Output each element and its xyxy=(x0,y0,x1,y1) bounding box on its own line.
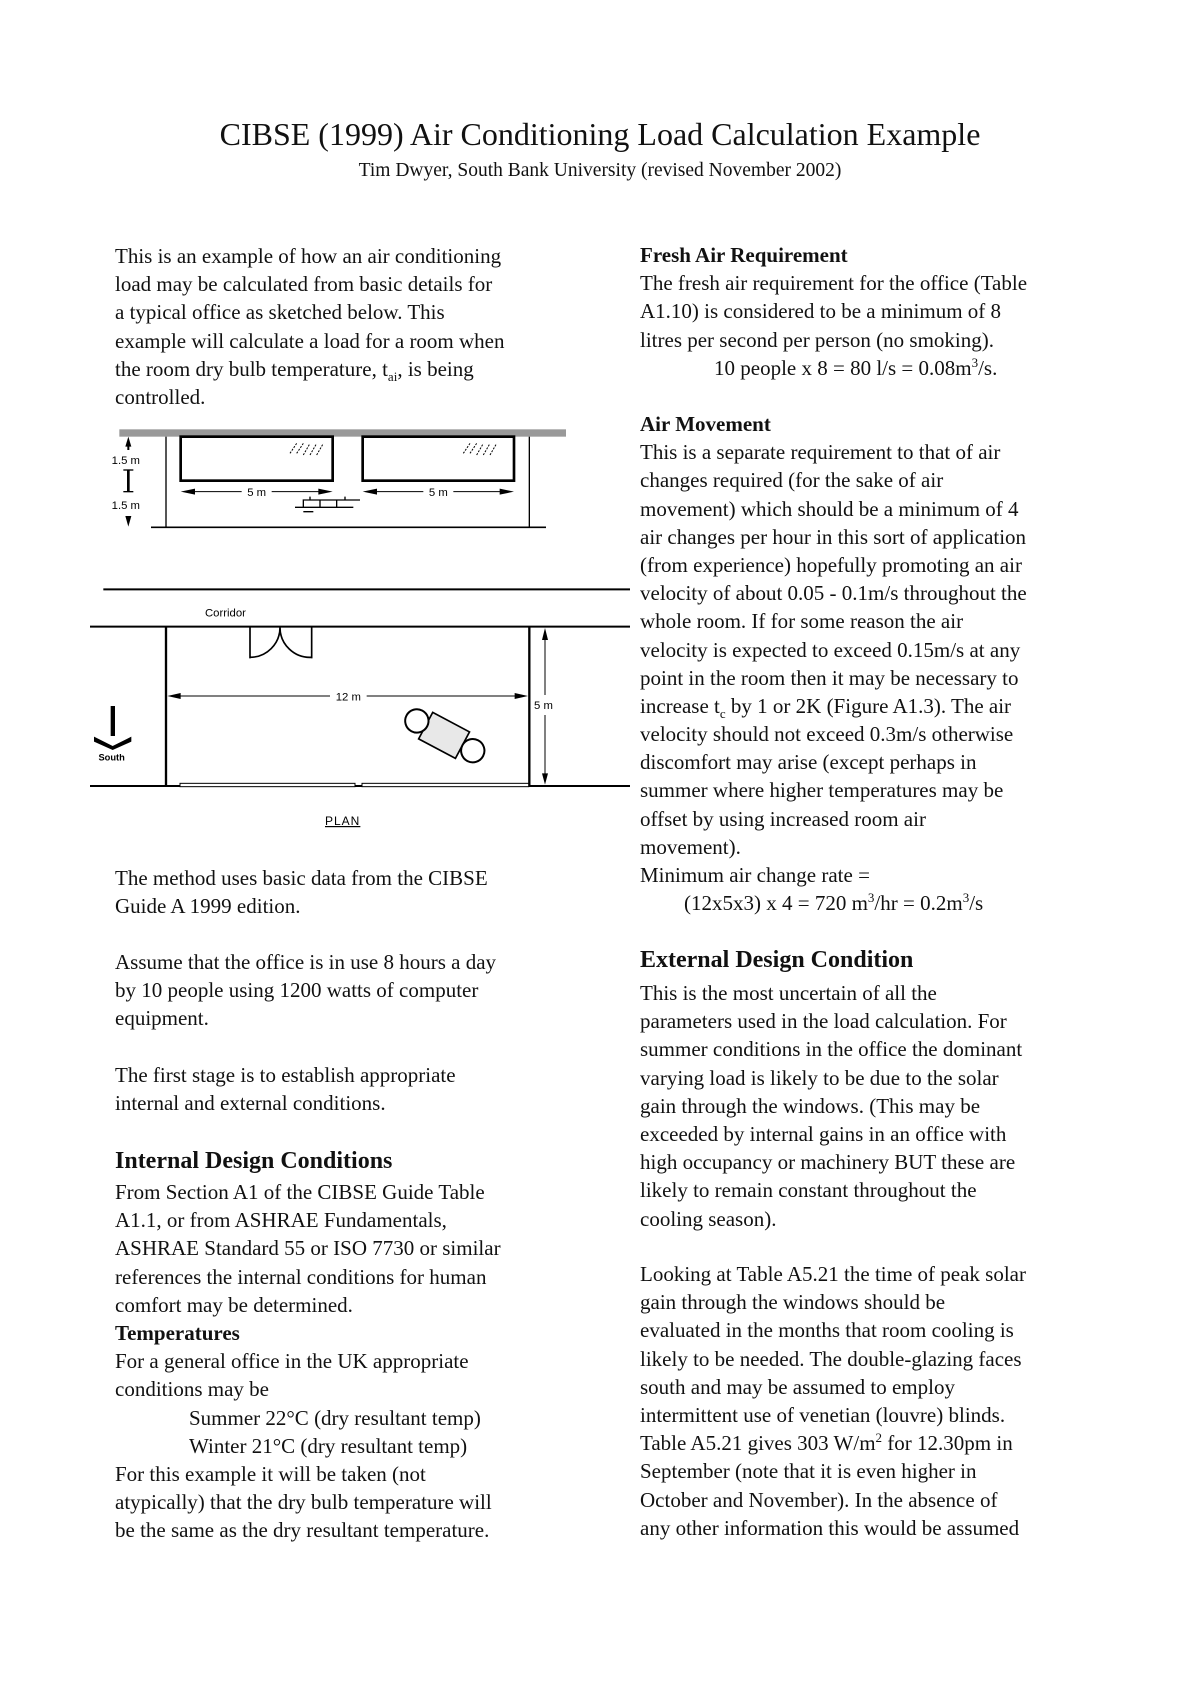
text-line: intermittent use of venetian (louvre) blinds. xyxy=(640,1402,1006,1427)
text-line: any other information this would be assumed xyxy=(640,1515,1020,1540)
text-run: for 12.30pm in xyxy=(882,1431,1013,1456)
external-design-heading: External Design Condition xyxy=(640,947,914,973)
text-line: cooling season). xyxy=(640,1206,777,1231)
text-line: Winter 21°C (dry resultant temp) xyxy=(189,1433,468,1458)
corridor-label: Corridor xyxy=(205,607,246,620)
subheading: Air Movement xyxy=(640,412,771,436)
internal-design-heading: Internal Design Conditions xyxy=(115,1148,393,1174)
text-line: internal and external conditions. xyxy=(115,1091,386,1116)
dimension-label: 5 m xyxy=(428,487,448,499)
text-line: evaluated in the months that room cooling is xyxy=(640,1318,1014,1343)
text-line: air changes per hour in this sort of application xyxy=(640,524,1027,549)
text-line: For a general office in the UK appropriate xyxy=(115,1349,469,1374)
superscript: 3 xyxy=(867,890,875,906)
solar-gain-paragraph xyxy=(640,1260,1026,1542)
dimension-label: 5 m xyxy=(534,700,553,712)
text-line: point in the room then it may be necessary to xyxy=(640,665,1019,690)
text-line: exceeded by internal gains in an office with xyxy=(640,1121,1007,1146)
text-line: movement). xyxy=(640,834,741,859)
text-line: comfort may be determined. xyxy=(115,1292,353,1317)
first-stage-paragraph xyxy=(115,1061,456,1117)
internal-design-section xyxy=(115,1178,501,1544)
text-line: Minimum air change rate = xyxy=(640,863,870,887)
superscript: 3 xyxy=(971,354,979,370)
superscript: 2 xyxy=(875,1430,883,1446)
text-line: high occupancy or machinery BUT these are xyxy=(640,1150,1016,1175)
text-line: (from experience) hopefully promoting an air xyxy=(640,552,1022,577)
text-line xyxy=(640,889,1027,917)
text-line: velocity should not exceed 0.3m/s otherwise xyxy=(640,722,1014,747)
text-line: summer conditions in the office the dominant xyxy=(640,1037,1023,1062)
arrow-down-icon xyxy=(125,516,131,527)
text-run: Table A5.21 gives 303 W/m xyxy=(640,1431,876,1456)
text-line: likely to remain constant throughout the xyxy=(640,1178,977,1203)
fresh-air-section xyxy=(640,241,1027,382)
text-line: offset by using increased room air xyxy=(640,806,926,831)
text-line: A1.10) is considered to be a minimum of 8 xyxy=(640,299,1002,324)
text-run: by 1 or 2K (Figure A1.3). The air xyxy=(725,693,1012,718)
plan-window-1 xyxy=(180,783,355,786)
text-line: For this example it will be taken (not xyxy=(115,1461,426,1486)
text-line: controlled. xyxy=(115,384,206,409)
text-line: litres per second per person (no smoking). xyxy=(640,327,994,352)
dimension-label: 12 m xyxy=(335,691,361,704)
intro-paragraph xyxy=(115,242,505,411)
document-subtitle: Tim Dwyer, South Bank University (revised November 2002) xyxy=(358,160,842,181)
text-line: atypically) that the dry bulb temperature will xyxy=(115,1490,492,1515)
text-line: by 10 people using 1200 watts of computer xyxy=(115,978,479,1003)
office-sketch-diagram xyxy=(90,390,630,840)
text-run: (12x5x3) x 4 = 720 m xyxy=(684,891,868,916)
dimension-label: 5 m xyxy=(247,487,267,499)
text-line: south and may be assumed to employ xyxy=(640,1374,955,1399)
text-line: parameters used in the load calculation. For xyxy=(640,1009,1007,1034)
text-line: references the internal conditions for human xyxy=(115,1264,487,1289)
text-line: The fresh air requirement for the office (Table xyxy=(640,271,1028,296)
text-line: whole room. If for some reason the air xyxy=(640,609,964,634)
door-icon xyxy=(250,627,312,659)
text-line xyxy=(115,355,505,383)
text-line: equipment. xyxy=(115,1006,209,1031)
text-run: 10 people x 8 = 80 l/s = 0.08m xyxy=(714,355,972,380)
subheading: Fresh Air Requirement xyxy=(640,243,848,267)
assumption-paragraph xyxy=(115,948,496,1033)
text-line: discomfort may arise (except perhaps in xyxy=(640,750,977,775)
text-line: load may be calculated from basic details for xyxy=(115,272,493,297)
text-line: Summer 22°C (dry resultant temp) xyxy=(189,1405,481,1430)
south-label: South xyxy=(98,752,125,763)
text-line: velocity is expected to exceed 0.15m/s at any xyxy=(640,637,1021,662)
text-line xyxy=(640,354,1027,382)
subscript: ai xyxy=(387,368,398,384)
text-run: /s. xyxy=(978,355,998,380)
dimension-label: 1.5 m xyxy=(111,500,141,512)
method-paragraph xyxy=(115,864,488,920)
text-run: /hr = 0.2m xyxy=(874,891,963,916)
text-line: varying load is likely to be due to the solar xyxy=(640,1065,999,1090)
text-line: Assume that the office is in use 8 hours a day xyxy=(115,950,497,974)
dimension-label: 1.5 m xyxy=(111,455,141,467)
text-line xyxy=(640,692,1027,720)
desk-with-chairs-icon xyxy=(400,702,491,769)
subscript: c xyxy=(719,706,726,722)
text-run: increase t xyxy=(640,693,720,718)
text-line: ASHRAE Standard 55 or ISO 7730 or similar xyxy=(115,1236,501,1261)
text-run: , is being xyxy=(397,356,474,381)
text-line: This is a separate requirement to that of air xyxy=(640,440,1001,465)
superscript: 3 xyxy=(962,890,970,906)
window-2 xyxy=(363,437,514,481)
document-title: CIBSE (1999) Air Conditioning Load Calculation Example xyxy=(219,116,981,152)
text-line: velocity of about 0.05 - 0.1m/s throughout the xyxy=(640,581,1027,606)
south-arrow-icon xyxy=(94,706,131,750)
text-line: This is an example of how an air conditioning xyxy=(115,244,502,268)
text-line: likely to be needed. The double-glazing faces xyxy=(640,1346,1022,1371)
plan-window-2 xyxy=(362,783,529,786)
text-line: October and November). In the absence of xyxy=(640,1487,998,1512)
glass-hatch-icon xyxy=(290,443,497,455)
text-line: A1.1, or from ASHRAE Fundamentals, xyxy=(115,1208,447,1233)
text-line: conditions may be xyxy=(115,1377,269,1402)
text-line: example will calculate a load for a room when xyxy=(115,328,505,353)
text-line: The method uses basic data from the CIBSE xyxy=(115,866,488,890)
text-line: gain through the windows should be xyxy=(640,1290,946,1315)
air-movement-section xyxy=(640,410,1027,917)
text-line: a typical office as sketched below. This xyxy=(115,300,445,325)
text-run: the room dry bulb temperature, t xyxy=(115,356,388,381)
text-line: summer where higher temperatures may be xyxy=(640,778,1004,803)
radiator-icon xyxy=(295,497,360,512)
text-line: Looking at Table A5.21 the time of peak solar xyxy=(640,1262,1026,1286)
text-line: gain through the windows. (This may be xyxy=(640,1093,981,1118)
text-line: September (note that it is even higher in xyxy=(640,1459,977,1484)
text-line: Guide A 1999 edition. xyxy=(115,894,301,919)
plan-label: PLAN xyxy=(325,814,361,828)
text-line: This is the most uncertain of all the xyxy=(640,981,937,1005)
external-design-paragraph xyxy=(640,979,1022,1233)
text-line: From Section A1 of the CIBSE Guide Table xyxy=(115,1180,485,1204)
text-line: movement) which should be a minimum of 4 xyxy=(640,496,1019,521)
text-line: be the same as the dry resultant temperature. xyxy=(115,1518,490,1543)
text-line xyxy=(640,1429,1026,1457)
subheading: Temperatures xyxy=(115,1320,240,1345)
text-line: The first stage is to establish appropriate xyxy=(115,1063,456,1087)
text-run: /s xyxy=(969,891,984,916)
text-line: changes required (for the sake of air xyxy=(640,468,944,493)
